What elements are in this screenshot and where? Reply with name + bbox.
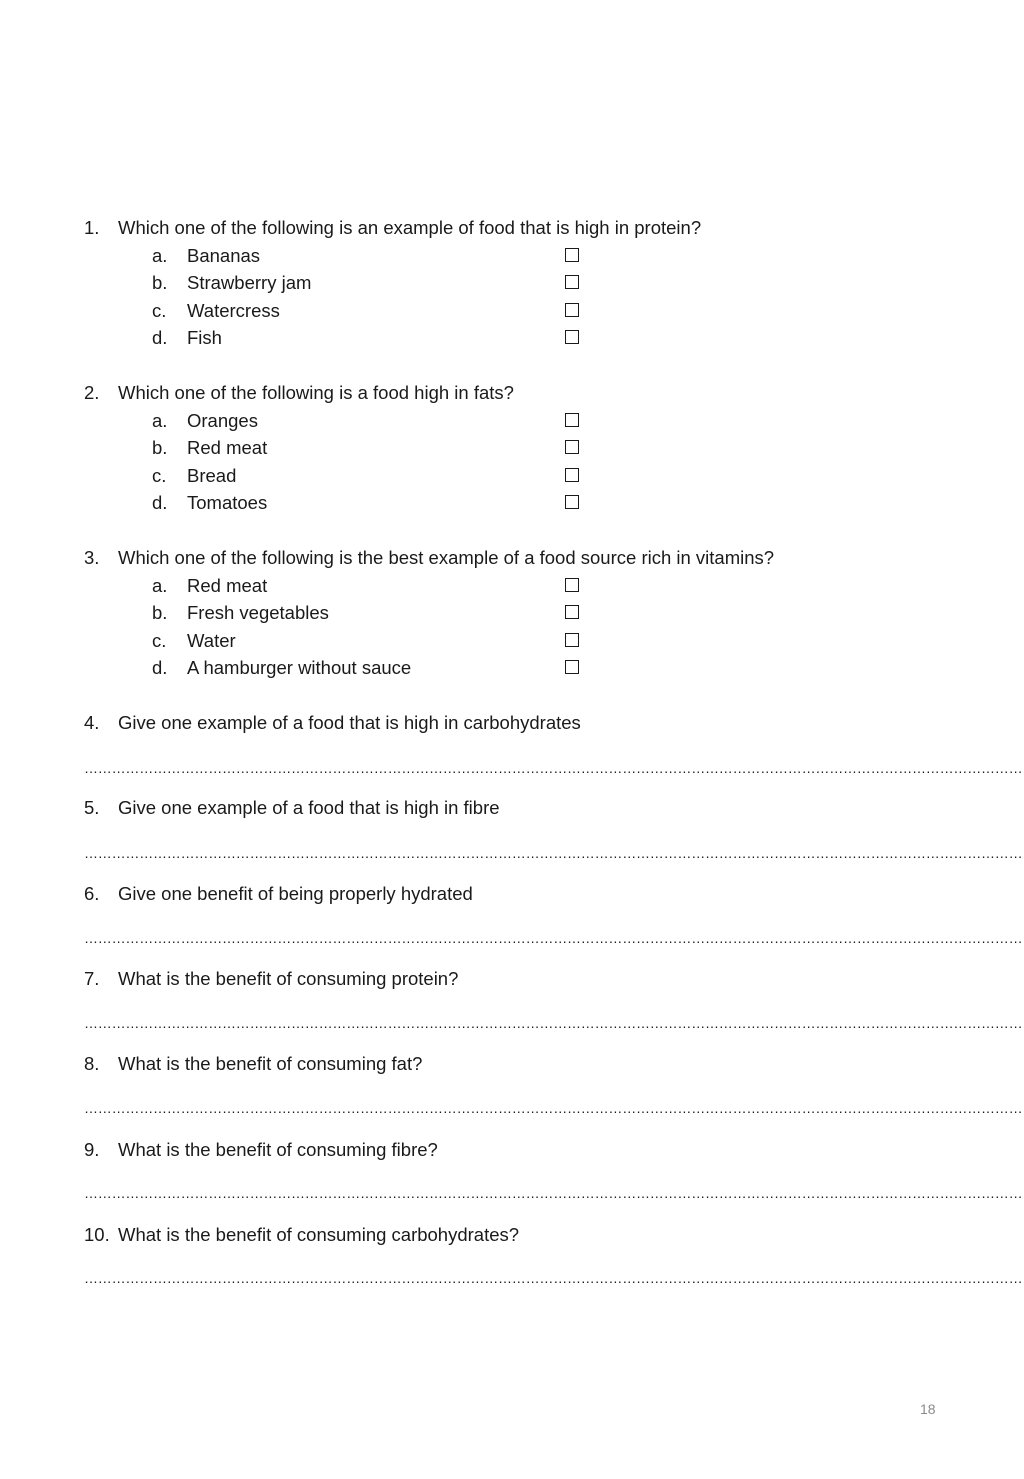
option-text: Red meat [187, 437, 268, 458]
question-number: 1. [84, 217, 100, 238]
option-letter: c. [152, 300, 167, 321]
checkbox-1c[interactable] [565, 303, 579, 317]
option-text: Red meat [187, 575, 268, 596]
option-3b [152, 601, 329, 625]
option-text: Fish [187, 327, 222, 348]
question-text: What is the benefit of consuming carbohydrates? [118, 1224, 520, 1245]
option-letter: b. [152, 437, 168, 458]
answer-line-9[interactable]: …………………………………………………………………………………………………………………………………………………………………………………… [84, 1185, 1023, 1201]
option-letter: c. [152, 630, 167, 651]
checkbox-3a[interactable] [565, 578, 579, 592]
option-1a [152, 244, 260, 268]
answer-line-5[interactable]: …………………………………………………………………………………………………………………………………………………………………………………… [84, 845, 1023, 861]
question-text: Which one of the following is an example of food that is high in protein? [118, 217, 702, 238]
checkbox-1b[interactable] [565, 275, 579, 289]
page-number: 18 [920, 1401, 936, 1417]
question-4 [84, 711, 581, 735]
question-number: 3. [84, 547, 100, 568]
question-1 [84, 216, 701, 240]
option-letter: d. [152, 327, 168, 348]
checkbox-3b[interactable] [565, 605, 579, 619]
question-number: 5. [84, 797, 100, 818]
question-text: Give one example of a food that is high in carbohydrates [118, 712, 581, 733]
option-text: Strawberry jam [187, 272, 312, 293]
option-text: Bananas [187, 245, 261, 266]
checkbox-1d[interactable] [565, 330, 579, 344]
option-letter: b. [152, 272, 168, 293]
question-text: What is the benefit of consuming protein? [118, 968, 459, 989]
option-3d [152, 656, 411, 680]
option-2b [152, 436, 267, 460]
option-1c [152, 299, 280, 323]
answer-line-7[interactable]: …………………………………………………………………………………………………………………………………………………………………………………… [84, 1015, 1023, 1031]
question-7 [84, 967, 458, 991]
checkbox-2a[interactable] [565, 413, 579, 427]
option-2a [152, 409, 258, 433]
question-text: What is the benefit of consuming fibre? [118, 1139, 438, 1160]
checkbox-3d[interactable] [565, 660, 579, 674]
option-text: Watercress [187, 300, 280, 321]
question-text: Give one example of a food that is high in fibre [118, 797, 500, 818]
option-1d [152, 326, 222, 350]
question-number: 2. [84, 382, 100, 403]
checkbox-2d[interactable] [565, 495, 579, 509]
answer-line-8[interactable]: …………………………………………………………………………………………………………………………………………………………………………………… [84, 1100, 1023, 1116]
checkbox-2b[interactable] [565, 440, 579, 454]
question-number: 7. [84, 968, 100, 989]
question-number: 6. [84, 883, 100, 904]
option-letter: a. [152, 575, 168, 596]
option-text: A hamburger without sauce [187, 657, 412, 678]
checkbox-2c[interactable] [565, 468, 579, 482]
checkbox-1a[interactable] [565, 248, 579, 262]
option-text: Water [187, 630, 236, 651]
option-letter: b. [152, 602, 168, 623]
question-3 [84, 546, 774, 570]
question-text: Give one benefit of being properly hydrated [118, 883, 473, 904]
question-number: 9. [84, 1139, 100, 1160]
option-letter: a. [152, 245, 168, 266]
option-3a [152, 574, 267, 598]
question-number: 4. [84, 712, 100, 733]
question-text: What is the benefit of consuming fat? [118, 1053, 423, 1074]
option-letter: a. [152, 410, 168, 431]
option-text: Tomatoes [187, 492, 268, 513]
option-letter: d. [152, 657, 168, 678]
option-text: Bread [187, 465, 237, 486]
answer-line-6[interactable]: …………………………………………………………………………………………………………………………………………………………………………………… [84, 930, 1023, 946]
option-letter: d. [152, 492, 168, 513]
answer-line-10[interactable]: …………………………………………………………………………………………………………………………………………………………………………………… [84, 1270, 1023, 1286]
question-10 [84, 1223, 519, 1247]
question-text: Which one of the following is the best example of a food source rich in vitamins? [118, 547, 775, 568]
question-number: 8. [84, 1053, 100, 1074]
question-6 [84, 882, 473, 906]
option-3c [152, 629, 236, 653]
option-text: Fresh vegetables [187, 602, 329, 623]
question-number: 10. [84, 1224, 110, 1245]
answer-line-4[interactable]: …………………………………………………………………………………………………………………………………………………………………………………… [84, 760, 1023, 776]
option-1b [152, 271, 311, 295]
question-9 [84, 1138, 438, 1162]
option-letter: c. [152, 465, 167, 486]
question-text: Which one of the following is a food high in fats? [118, 382, 514, 403]
option-2c [152, 464, 236, 488]
question-2 [84, 381, 514, 405]
question-8 [84, 1052, 422, 1076]
option-text: Oranges [187, 410, 258, 431]
option-2d [152, 491, 267, 515]
checkbox-3c[interactable] [565, 633, 579, 647]
question-5 [84, 796, 500, 820]
